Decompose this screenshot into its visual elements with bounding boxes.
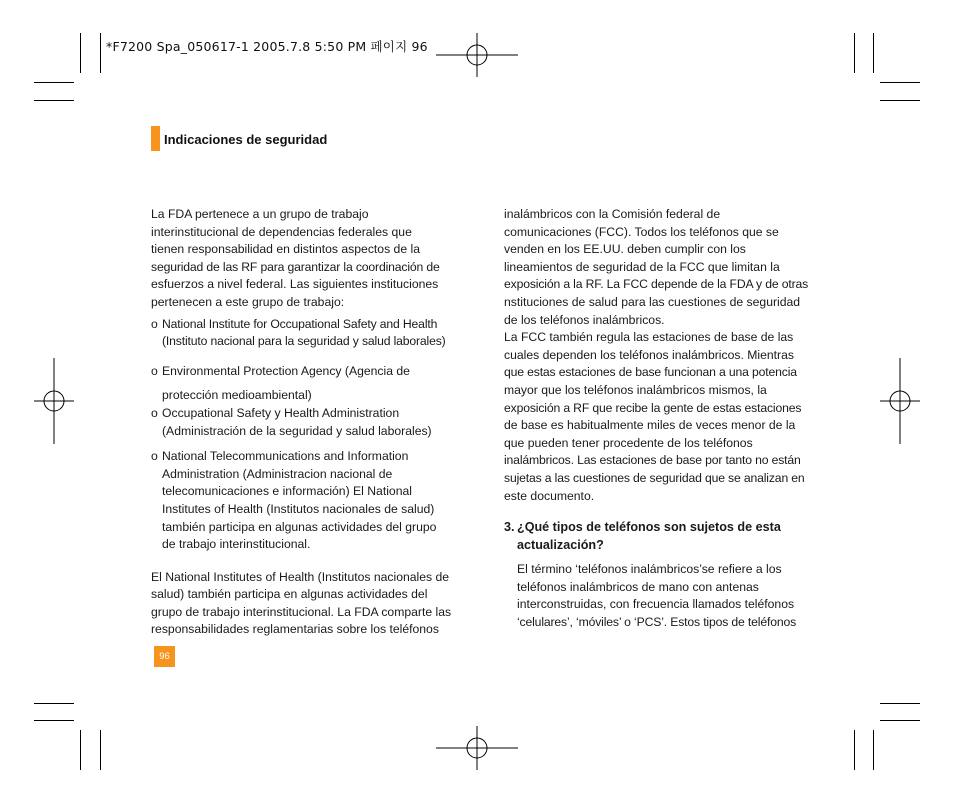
text-line: inalámbricos. Las estaciones de base por tanto no están (504, 453, 801, 468)
text-line: mayor que los teléfonos inalámbricos mismos, la (504, 382, 767, 397)
right-column (504, 206, 824, 632)
text-line: responsabilidades reglamentarias sobre los teléfonos (151, 622, 439, 637)
question-number: 3. (504, 520, 515, 535)
text-line: lineamientos de seguridad de la FCC que limitan la (504, 259, 780, 274)
text-line: cuales dependen los teléfonos inalámbricos. Mientras (504, 347, 794, 362)
text-line: este documento. (504, 488, 595, 503)
left-column (151, 206, 469, 639)
agency-list-item (151, 316, 469, 351)
text-line: protección medioambiental) (162, 388, 312, 403)
bullet-marker: o (151, 363, 158, 378)
text-line: Occupational Safety y Health Administration (162, 405, 400, 420)
question-text: ¿Qué tipos de teléfonos son sujetos de esta (517, 520, 781, 535)
bullet-marker: o (151, 405, 158, 420)
text-line: también participa en algunas actividades del grupo (162, 519, 437, 534)
text-line: de base es habitualmente miles de veces menor de la (504, 418, 796, 433)
text-line: exposición a la RF. La FCC depende de la FDA y de otras (504, 277, 809, 292)
text-line: de trabajo interinstitucional. (162, 537, 311, 552)
text-line: salud) también participa en algunas actividades del (151, 587, 428, 602)
bullet-marker: o (151, 449, 158, 464)
text-line: ‘celulares’, ‘móviles’ o ‘PCS’. Estos tipos de teléfonos (517, 615, 797, 630)
text-line: nstituciones de salud para las cuestiones de seguridad (504, 294, 801, 309)
text-line: que pueden tener procedente de los teléfonos (504, 435, 753, 450)
text-line: La FCC también regula las estaciones de base de las (504, 330, 794, 345)
print-slug-header: *F7200 Spa_050617-1 2005.7.8 5:50 PM 페이지 96 (106, 39, 428, 54)
text-line: comunicaciones (FCC). Todos los teléfonos que se (504, 224, 779, 239)
text-line: (Administración de la seguridad y salud laborales) (162, 423, 432, 438)
text-line: pertenecen a este grupo de trabajo: (151, 294, 345, 309)
text-line: venden en los EE.UU. deben cumplir con los (504, 242, 746, 257)
text-line: de los teléfonos inalámbricos. (504, 312, 665, 327)
text-line: que estas estaciones de base funcionan a una potencia (504, 365, 797, 380)
text-line: Institutes of Health (Institutos nacionales de salud) (162, 501, 435, 516)
text-line: inalámbricos con la Comisión federal de (504, 207, 721, 221)
text-line: (Instituto nacional para la seguridad y salud laborales) (162, 334, 446, 349)
text-line: Administration (Administracion nacional de (162, 466, 393, 481)
text-line: exposición a RF que recibe la gente de estas estaciones (504, 400, 802, 415)
closing-paragraph (151, 569, 469, 639)
question-text: actualización? (517, 537, 604, 552)
agency-list-item (151, 405, 469, 440)
text-line: Environmental Protection Agency (Agencia de (162, 363, 410, 378)
text-line: interconstruidas, con frecuencia llamados teléfonos (517, 597, 795, 612)
agency-list-item (151, 363, 469, 405)
text-line: teléfonos inalámbricos de mano con antenas (517, 579, 759, 594)
answer-paragraph (504, 561, 824, 631)
text-line: tienen responsabilidad en distintos aspectos de la (151, 242, 420, 257)
text-line: grupo de trabajo interinstitucional. La FDA comparte las (151, 604, 452, 619)
continuation-paragraph (504, 206, 824, 329)
text-line: seguridad de las RF para garantizar la coordinación de (151, 259, 440, 274)
bullet-marker: o (151, 316, 158, 331)
text-line: La FDA pertenece a un grupo de trabajo (151, 207, 369, 221)
agency-list-item (151, 448, 469, 554)
text-line: National Institute for Occupational Safety and Health (162, 316, 438, 331)
text-line: esfuerzos a nivel federal. Las siguientes instituciones (151, 277, 439, 292)
text-line: National Telecommunications and Information (162, 449, 409, 464)
question-heading (504, 519, 824, 554)
section-title: Indicaciones de seguridad (164, 132, 328, 147)
intro-paragraph (151, 206, 469, 312)
page-number-badge: 96 (154, 646, 175, 667)
text-line: interinstitucional de dependencias federales que (151, 224, 412, 239)
fcc-paragraph (504, 329, 824, 505)
text-line: sujetas a las cuestiones de seguridad que se analizan en (504, 470, 805, 485)
text-line: El término ‘teléfonos inalámbricos’se refiere a los (517, 562, 782, 577)
section-accent-tab (151, 126, 160, 151)
text-line: El National Institutes of Health (Institutos nacionales de (151, 569, 450, 584)
text-line: telecomunicaciones e información) El National (162, 484, 412, 499)
